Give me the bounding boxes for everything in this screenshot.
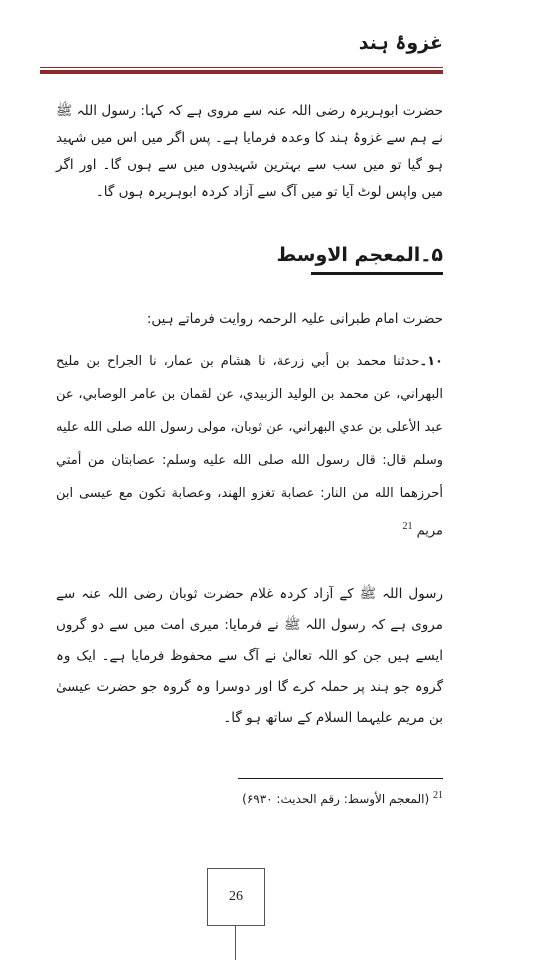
- header-rule-thin: [40, 67, 443, 68]
- section-heading: ۵۔المعجم الاوسط: [276, 244, 443, 266]
- hadith-arabic-text: [56, 345, 443, 547]
- hadith-number: ۱۰۔: [419, 354, 443, 369]
- footnote-reference[interactable]: 21: [402, 521, 413, 532]
- running-header-title: غزوۂ ہند: [358, 32, 443, 54]
- section-heading-underline: [311, 272, 443, 275]
- page-number: 26: [229, 889, 243, 904]
- intro-paragraph: حضرت ابوہریرہ رضی اللہ عنہ سے مروی ہے کہ کہا: رسول اللہ ﷺ نے ہم سے غزوۂ ہند کا وعدہ فرمایا ہے۔ پس اگر میں اس میں شہید ہو گیا تو میں سب سے بہترین شہیدوں میں سے ہوں گا۔ اور اگر میں واپس لوٹ آیا تو میں آگ سے آزاد کردہ ابوہریرہ ہوں گا۔: [56, 103, 443, 200]
- footnote-divider: [238, 778, 443, 779]
- footnote-number: 21: [433, 790, 443, 801]
- page-number-box: [207, 868, 265, 926]
- header-rule-thick: [40, 70, 443, 74]
- footnote: [242, 790, 443, 806]
- footnote-text: (المعجم الأوسط: رقم الحدیث: ۶۹۳۰): [242, 792, 430, 806]
- narration-intro: حضرت امام طبرانی علیہ الرحمہ روایت فرماتے ہیں:: [146, 311, 443, 327]
- page-number-stem: [235, 925, 236, 960]
- translation-paragraph: رسول اللہ ﷺ کے آزاد کردہ غلام حضرت ثوبان رضی اللہ عنہ سے مروی ہے کہ رسول اللہ ﷺ نے فرمایا: میری امت میں سے دو گروں ایسے ہیں جن کو اللہ تعالیٰ نے آگ سے محفوظ فرمایا ہے۔ ایک وہ گروہ جو ہند پر حملہ کرے گا اور دوسرا وہ گروہ جو حضرت عیسیٰ بن مریم علیہما السلام کے ساتھ ہو گا۔: [56, 586, 443, 726]
- hadith-text: حدثنا محمد بن أبي زرعة، نا هشام بن عمار، نا الجراح بن مليح البهراني، عن محمد بن الوليد الزبيدي، عن لقمان بن عامر الوصابي، عن عبد الأعلى بن عدي البهراني، عن ثوبان، مولى رسول الله صلى الله عليه وسلم قال: قال رسول الله صلى الله عليه وسلم: عصابتان من أمتي أحرزهما الله من النار: عصابة تغزو الهند، وعصابة تكون مع عيسى ابن مريم: [56, 354, 443, 539]
